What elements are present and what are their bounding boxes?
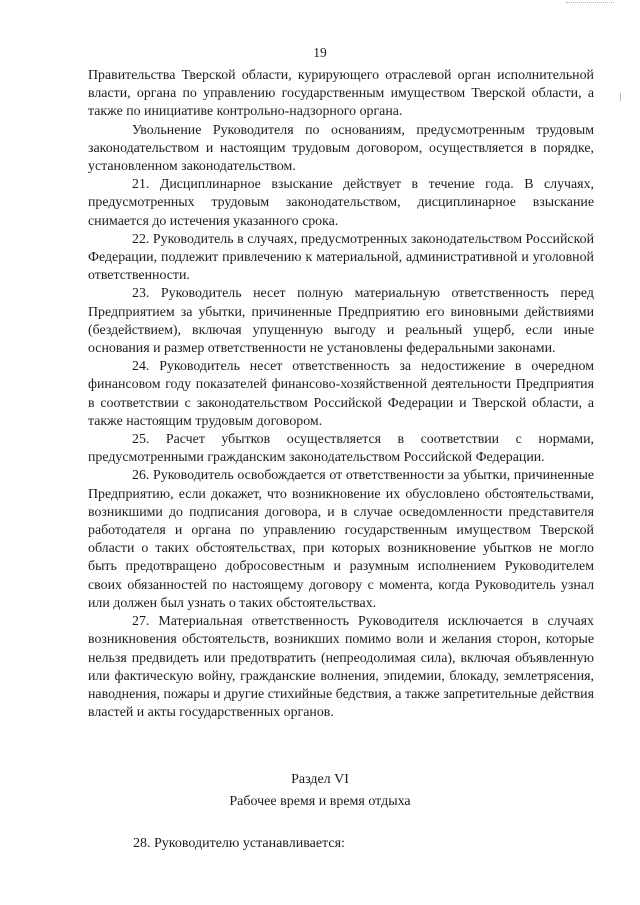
paragraph-25: 25. Расчет убытков осуществляется в соответствии с нормами, предусмотренными гражданским законодательством Российской Федерации. [88, 432, 594, 466]
paragraph-21: 21. Дисциплинарное взыскание действует в течение года. В случаях, предусмотренных трудовым законодательством, дисциплинарное взыскание снимается до истечения указанного срока. [88, 177, 594, 229]
page-number: 19 [313, 45, 327, 60]
paragraph-dismissal: Увольнение Руководителя по основаниям, предусмотренным трудовым законодательством и настоящим трудовым договором, осуществляется в порядке, установленном законодательством. [88, 122, 594, 175]
scan-artifact [566, 2, 614, 6]
paragraph-27: 27. Материальная ответственность Руководителя исключается в случаях возникновения обстоятельств, возникших помимо воли и желания сторон, которые нельзя предвидеть или предотвратить (непреодолимая сила), включая объявленную или фактическую войну, гражданские волнения, эпидемии, блокаду, землетрясения, наводнения, пожары и другие стихийные бедствия, а также запретительные действия властей и акты государственных органов. [88, 614, 594, 721]
paragraph-23: 23. Руководитель несет полную материальную ответственность перед Предприятием за убытки, причиненные Предприятию его виновными действиями (бездействием), включая упущенную выгоду и реальный ущерб, если иные основания и размер ответственности не установлены федеральными законами. [88, 286, 594, 357]
clause-28: 28. Руководителю устанавливается: [133, 836, 345, 851]
section-label: Раздел VI [291, 772, 349, 787]
paragraph-24: 24. Руководитель несет ответственность за недостижение в очередном финансовом году показателей финансово-хозяйственной деятельности Предприятия в соответствии с законодательством Российской Федерации и Тверской области, а также настоящим трудовым договором. [88, 359, 594, 429]
section-title: Рабочее время и время отдыха [229, 794, 411, 809]
scan-artifact [620, 93, 621, 101]
paragraph-26: 26. Руководитель освобождается от ответственности за убытки, причиненные Предприятию, если докажет, что возникновение их обусловлено обстоятельствами, возникшими до подписания договора, и в случае осведомленности представителя работодателя и органа по управлению государственным имуществом Тверской области о таких обстоятельствах, при которых возникновение убытков не могло быть предотвращено добросовестным и разумным исполнением Руководителем своих обязанностей по настоящему договору с момента, когда Руководитель узнал или должен был узнать о таких обстоятельствах. [88, 468, 594, 611]
paragraph-continuation: Правительства Тверской области, курирующего отраслевой орган исполнительной власти, органа по управлению государственным имуществом Тверской области, а также по инициативе контрольно-надзорного органа. [88, 68, 594, 120]
document-body [88, 67, 594, 722]
paragraph-22: 22. Руководитель в случаях, предусмотренных законодательством Российской Федерации, подлежит привлечению к материальной, административной и уголовной ответственности. [88, 231, 594, 284]
